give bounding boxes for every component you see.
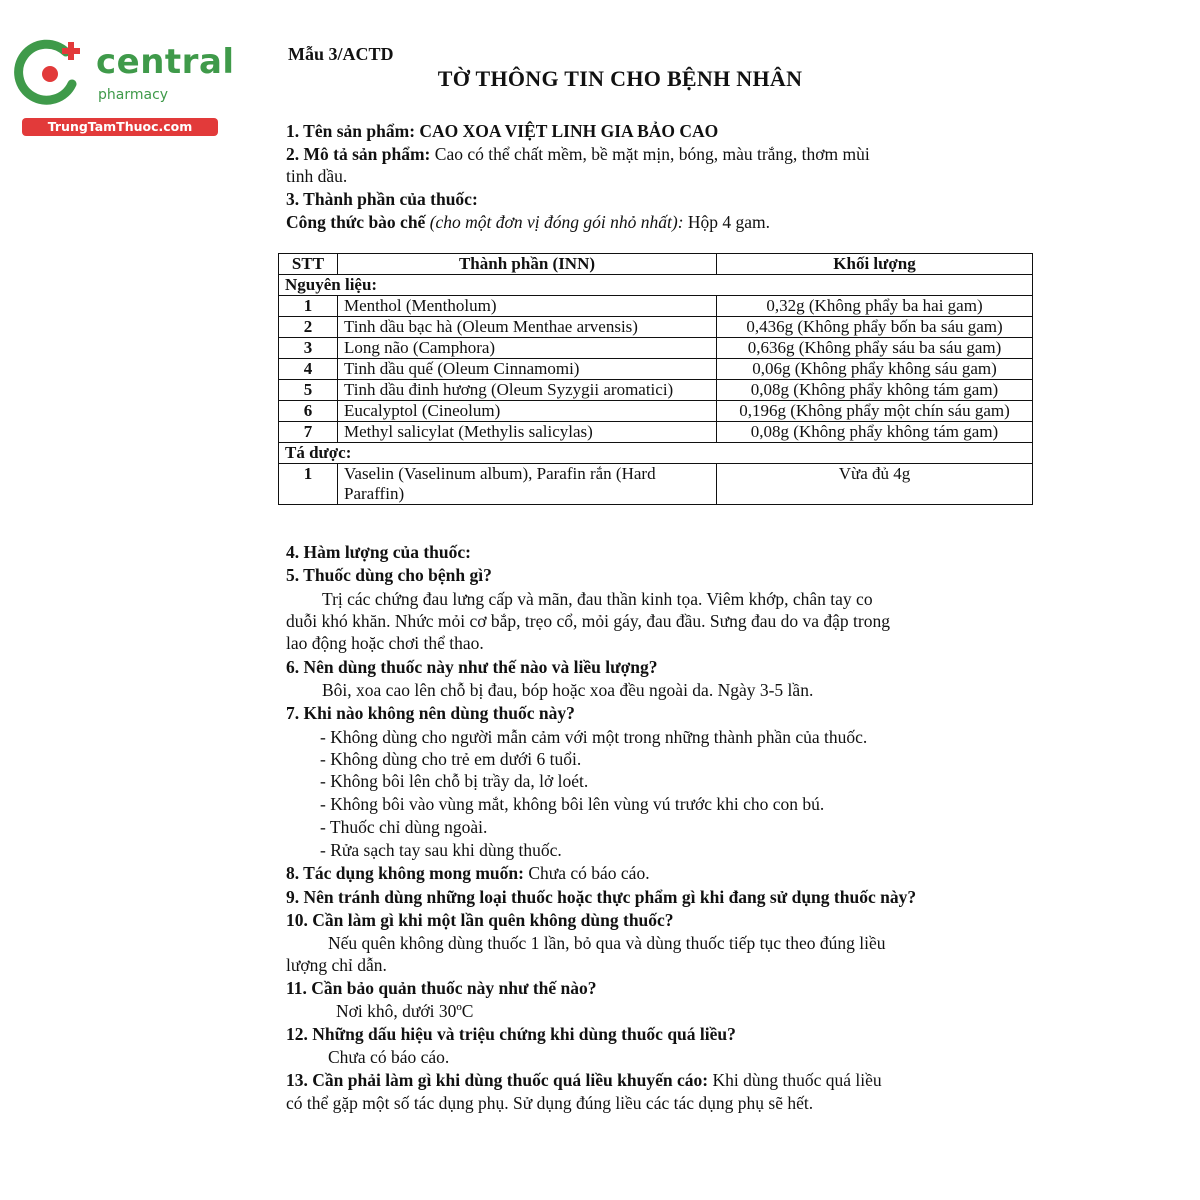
list-item: - Rửa sạch tay sau khi dùng thuốc.: [320, 840, 562, 860]
row-stt: 4: [279, 359, 338, 380]
row-qty: 0,06g (Không phẩy không sáu gam): [717, 359, 1033, 380]
header-stt: STT: [279, 254, 338, 275]
row-qty: Vừa đủ 4g: [717, 464, 1033, 505]
row-stt: 1: [279, 464, 338, 505]
row-qty: 0,08g (Không phẩy không tám gam): [717, 380, 1033, 401]
row-name: Methyl salicylat (Methylis salicylas): [338, 422, 717, 443]
table-group-row: [279, 275, 1033, 296]
section-2-text: Cao có thể chất mềm, bề mặt mịn, bóng, màu trắng, thơm mùi: [430, 144, 870, 164]
formula-value: Hộp 4 gam.: [683, 212, 771, 232]
section-10-text: Nếu quên không dùng thuốc 1 lần, bỏ qua và dùng thuốc tiếp tục theo đúng liều: [328, 933, 886, 953]
formula-label: Công thức bào chế: [286, 212, 426, 232]
row-qty: 0,436g (Không phẩy bốn ba sáu gam): [717, 317, 1033, 338]
section-10-text: lượng chỉ dẫn.: [286, 955, 387, 975]
logo-url-badge: TrungTamThuoc.com: [22, 118, 218, 136]
section-12-text: Chưa có báo cáo.: [328, 1047, 450, 1067]
row-name: Menthol (Mentholum): [338, 296, 717, 317]
section-5-text: duỗi khó khăn. Nhức mỏi cơ bắp, trẹo cổ, mỏi gáy, đau đầu. Sưng đau do va đập trong: [286, 611, 890, 631]
row-stt: 3: [279, 338, 338, 359]
logo-sub-text: pharmacy: [98, 87, 169, 103]
row-name: Tinh dầu đinh hương (Oleum Syzygii aromatici): [338, 380, 717, 401]
section-7: 7. Khi nào không nên dùng thuốc này?: [286, 703, 575, 723]
table-header-row: [279, 254, 1033, 275]
list-item: - Thuốc chỉ dùng ngoài.: [320, 817, 488, 837]
row-qty: 0,196g (Không phẩy một chín sáu gam): [717, 401, 1033, 422]
section-2-text-cont: tinh dầu.: [286, 166, 348, 186]
section-13-text-cont: có thể gặp một số tác dụng phụ. Sử dụng đúng liều các tác dụng phụ sẽ hết.: [286, 1093, 814, 1113]
table-row: [279, 317, 1033, 338]
section-3: 3. Thành phần của thuốc:: [286, 189, 478, 209]
section-8-text: Chưa có báo cáo.: [523, 863, 650, 883]
header-quantity: Khối lượng: [717, 254, 1033, 275]
table-row: [279, 422, 1033, 443]
row-name: Tinh dầu quế (Oleum Cinnamomi): [338, 359, 717, 380]
table-group-row: [279, 443, 1033, 464]
table-row: [279, 401, 1033, 422]
section-6-text: Bôi, xoa cao lên chỗ bị đau, bóp hoặc xoa đều ngoài da. Ngày 3-5 lần.: [322, 680, 814, 700]
section-8-label: 8. Tác dụng không mong muốn:: [286, 863, 524, 883]
section-12: 12. Những dấu hiệu và triệu chứng khi dùng thuốc quá liều?: [286, 1024, 736, 1044]
section-5-text: lao động hoặc chơi thể thao.: [286, 633, 484, 653]
table-row: [279, 359, 1033, 380]
table-row: [279, 296, 1033, 317]
group-excipients: Tá dược:: [279, 443, 1033, 464]
table-row: [279, 464, 1033, 505]
row-name-line: Paraffin): [344, 484, 405, 503]
section-10: 10. Cần làm gì khi một lần quên không dùng thuốc?: [286, 910, 674, 930]
section-11-text: Nơi khô, dưới 30ºC: [336, 1001, 474, 1021]
section-13-text: Khi dùng thuốc quá liều: [708, 1070, 882, 1090]
row-name: Eucalyptol (Cineolum): [338, 401, 717, 422]
section-1: 1. Tên sản phẩm: CAO XOA VIỆT LINH GIA BẢO CAO: [286, 121, 719, 141]
section-2: [286, 143, 870, 165]
row-stt: 2: [279, 317, 338, 338]
pharmacy-logo-icon: [14, 38, 86, 110]
section-6: 6. Nên dùng thuốc này như thế nào và liều lượng?: [286, 657, 658, 677]
formula-italic: (cho một đơn vị đóng gói nhỏ nhất):: [425, 212, 684, 232]
row-name: Long não (Camphora): [338, 338, 717, 359]
row-qty: 0,636g (Không phẩy sáu ba sáu gam): [717, 338, 1033, 359]
section-8: [286, 862, 650, 884]
row-qty: 0,32g (Không phẩy ba hai gam): [717, 296, 1033, 317]
section-5: 5. Thuốc dùng cho bệnh gì?: [286, 565, 492, 585]
section-9: 9. Nên tránh dùng những loại thuốc hoặc thực phẩm gì khi đang sử dụng thuốc này?: [286, 887, 917, 907]
section-4: 4. Hàm lượng của thuốc:: [286, 542, 471, 562]
row-name: Tinh dầu bạc hà (Oleum Menthae arvensis): [338, 317, 717, 338]
logo-brand-text: central: [96, 42, 235, 82]
list-item: - Không dùng cho người mẫn cảm với một trong những thành phần của thuốc.: [320, 727, 868, 747]
section-3-formula: [286, 211, 770, 233]
table-row: [279, 338, 1033, 359]
section-2-label: 2. Mô tả sản phẩm:: [286, 144, 431, 164]
section-13: [286, 1069, 882, 1091]
list-item: - Không bôi lên chỗ bị trầy da, lở loét.: [320, 771, 589, 791]
row-stt: 6: [279, 401, 338, 422]
section-11: 11. Cần bảo quản thuốc này như thế nào?: [286, 978, 597, 998]
row-stt: 7: [279, 422, 338, 443]
table-row: [279, 380, 1033, 401]
section-5-text: Trị các chứng đau lưng cấp và mãn, đau thần kinh tọa. Viêm khớp, chân tay co: [322, 589, 873, 609]
header-ingredient: Thành phần (INN): [338, 254, 717, 275]
list-item: - Không dùng cho trẻ em dưới 6 tuổi.: [320, 749, 582, 769]
pharmacy-logo: [8, 34, 235, 134]
section-13-label: 13. Cần phải làm gì khi dùng thuốc quá liều khuyến cáo:: [286, 1070, 709, 1090]
list-item: - Không bôi vào vùng mắt, không bôi lên vùng vú trước khi cho con bú.: [320, 794, 825, 814]
row-qty: 0,08g (Không phẩy không tám gam): [717, 422, 1033, 443]
form-code: Mẫu 3/ACTD: [288, 44, 394, 64]
group-raw-materials: Nguyên liệu:: [279, 275, 1033, 296]
row-stt: 1: [279, 296, 338, 317]
row-name-line: Vaselin (Vaselinum album), Parafin rắn (Hard: [344, 464, 656, 483]
page-title: TỜ THÔNG TIN CHO BỆNH NHÂN: [437, 66, 803, 91]
ingredients-table: [278, 253, 1033, 505]
row-stt: 5: [279, 380, 338, 401]
row-name: [338, 464, 717, 505]
